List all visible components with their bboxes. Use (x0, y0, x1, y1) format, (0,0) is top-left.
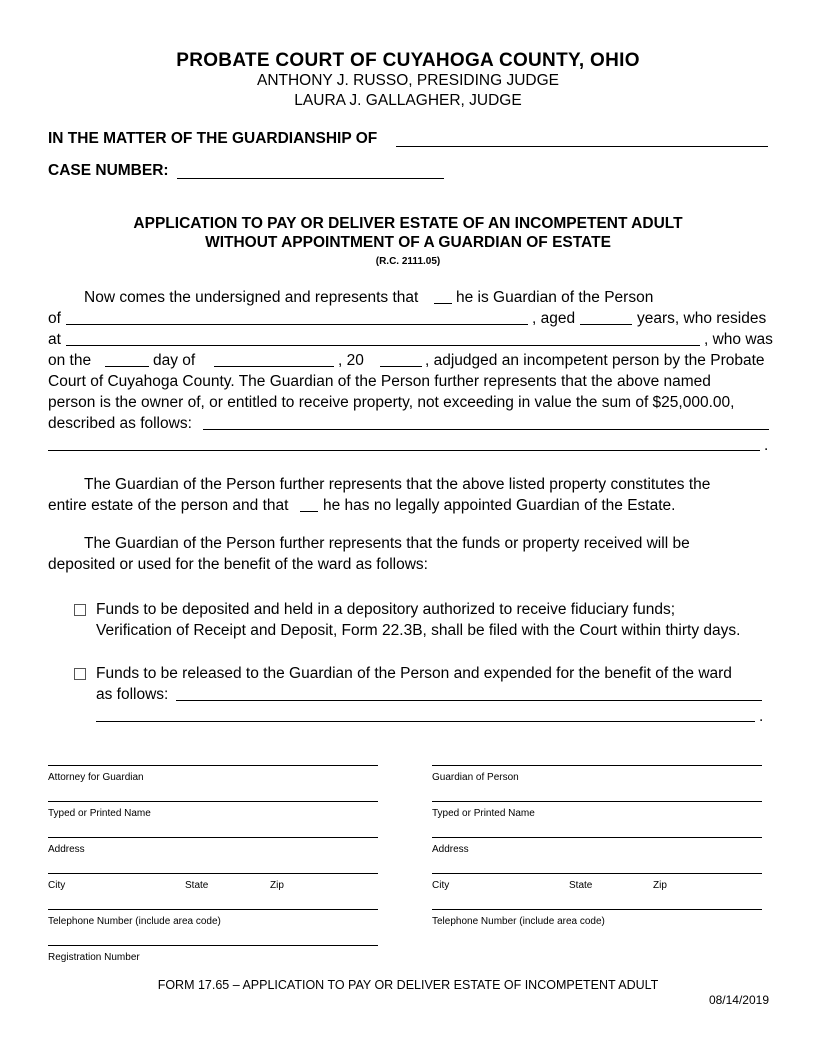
attorney-phone-line[interactable] (48, 909, 378, 910)
day-field[interactable] (105, 366, 149, 367)
guardianship-field[interactable] (396, 146, 768, 147)
option1-line-1: Funds to be deposited and held in a depository authorized to receive fiduciary funds; (96, 601, 676, 618)
p1-text-11: , adjudged an incompetent person by the Probate (425, 352, 765, 369)
guardian-name-line[interactable] (432, 801, 762, 802)
statute-reference: (R.C. 2111.05) (375, 256, 441, 267)
p1-text-9: day of (153, 352, 196, 369)
p1-text-4: , aged (532, 310, 576, 327)
p1-text-5: years, who resides (637, 310, 767, 327)
presiding-judge: ANTHONY J. RUSSO, PRESIDING JUDGE (256, 72, 559, 89)
ward-name-field[interactable] (66, 324, 528, 325)
guardian-city-line[interactable] (432, 873, 762, 874)
p2-line-1: The Guardian of the Person further represents that the above listed property constitutes the (84, 476, 711, 493)
p1-text-2: he is Guardian of the Person (456, 289, 654, 306)
attorney-phone-label: Telephone Number (include area code) (48, 916, 221, 927)
attorney-name-line[interactable] (48, 801, 378, 802)
attorney-registration-line[interactable] (48, 945, 378, 946)
case-number-label: CASE NUMBER: (48, 162, 169, 179)
p1-pronoun-field[interactable] (434, 303, 452, 304)
deposit-checkbox[interactable] (74, 604, 86, 616)
guardian-zip-label: Zip (653, 880, 667, 891)
guardian-city-label: City (432, 880, 450, 891)
p1-text-3: of (48, 310, 61, 327)
guardian-address-line[interactable] (432, 837, 762, 838)
property-description-field-2[interactable] (48, 450, 760, 451)
p1-text-7: , who was (704, 331, 773, 348)
guardian-label: Guardian of Person (432, 772, 519, 783)
form-footer: FORM 17.65 – APPLICATION TO PAY OR DELIVER ESTATE OF INCOMPETENT ADULT (157, 978, 659, 992)
option2-line-1: Funds to be released to the Guardian of the Person and expended for the benefit of the ward (96, 665, 732, 682)
attorney-city-line[interactable] (48, 873, 378, 874)
attorney-address-line[interactable] (48, 837, 378, 838)
p1-text-8: on the (48, 352, 92, 369)
release-checkbox[interactable] (74, 668, 86, 680)
p1-text-1: Now comes the undersigned and represents that (84, 289, 419, 306)
property-description-field-1[interactable] (203, 429, 769, 430)
option2-line-2: as follows: (96, 686, 169, 703)
guardian-signature-line[interactable] (432, 765, 762, 766)
guardianship-label: IN THE MATTER OF THE GUARDIANSHIP OF (48, 130, 378, 147)
p1-text-13: person is the owner of, or entitled to receive property, not exceeding in value the sum of $25,000.00, (48, 394, 735, 411)
form-date: 08/14/2019 (708, 993, 769, 1007)
judge: LAURA J. GALLAGHER, JUDGE (294, 92, 522, 109)
p1-text-6: at (48, 331, 61, 348)
expenditure-field-1[interactable] (176, 700, 762, 701)
guardian-phone-line[interactable] (432, 909, 762, 910)
application-title-line2: WITHOUT APPOINTMENT OF A GUARDIAN OF ESTATE (205, 234, 611, 251)
guardian-name-label: Typed or Printed Name (432, 808, 535, 819)
option1-line-2: Verification of Receipt and Deposit, Form 22.3B, shall be filed with the Court within thirty days. (96, 622, 741, 639)
p1-text-14: described as follows: (48, 415, 192, 432)
p3-line-2: deposited or used for the benefit of the ward as follows: (48, 556, 428, 573)
year-field[interactable] (380, 366, 422, 367)
p2-line-2b: he has no legally appointed Guardian of the Estate. (323, 497, 676, 514)
guardian-state-label: State (569, 880, 593, 891)
p1-text-10: , 20 (338, 352, 364, 369)
p3-line-1: The Guardian of the Person further represents that the funds or property received will be (84, 535, 690, 552)
case-number-field[interactable] (177, 178, 444, 179)
attorney-address-label: Address (48, 844, 85, 855)
expenditure-field-2[interactable] (96, 721, 755, 722)
residence-field[interactable] (66, 345, 700, 346)
attorney-registration-label: Registration Number (48, 952, 140, 963)
age-field[interactable] (580, 324, 632, 325)
attorney-city-label: City (48, 880, 66, 891)
attorney-label: Attorney for Guardian (48, 772, 144, 783)
attorney-signature-line[interactable] (48, 765, 378, 766)
month-field[interactable] (214, 366, 334, 367)
court-title: PROBATE COURT OF CUYAHOGA COUNTY, OHIO (176, 50, 640, 71)
attorney-name-label: Typed or Printed Name (48, 808, 151, 819)
option2-end-period: . (759, 708, 764, 725)
attorney-zip-label: Zip (270, 880, 284, 891)
p1-end-period: . (764, 437, 769, 454)
p2-line-2a: entire estate of the person and that (48, 497, 289, 514)
p1-text-12: Court of Cuyahoga County. The Guardian of the Person further represents that the above named (48, 373, 711, 390)
guardian-phone-label: Telephone Number (include area code) (432, 916, 605, 927)
application-title-line1: APPLICATION TO PAY OR DELIVER ESTATE OF AN INCOMPETENT ADULT (133, 215, 683, 232)
attorney-state-label: State (185, 880, 209, 891)
p2-pronoun-field[interactable] (300, 511, 318, 512)
guardian-address-label: Address (432, 844, 469, 855)
